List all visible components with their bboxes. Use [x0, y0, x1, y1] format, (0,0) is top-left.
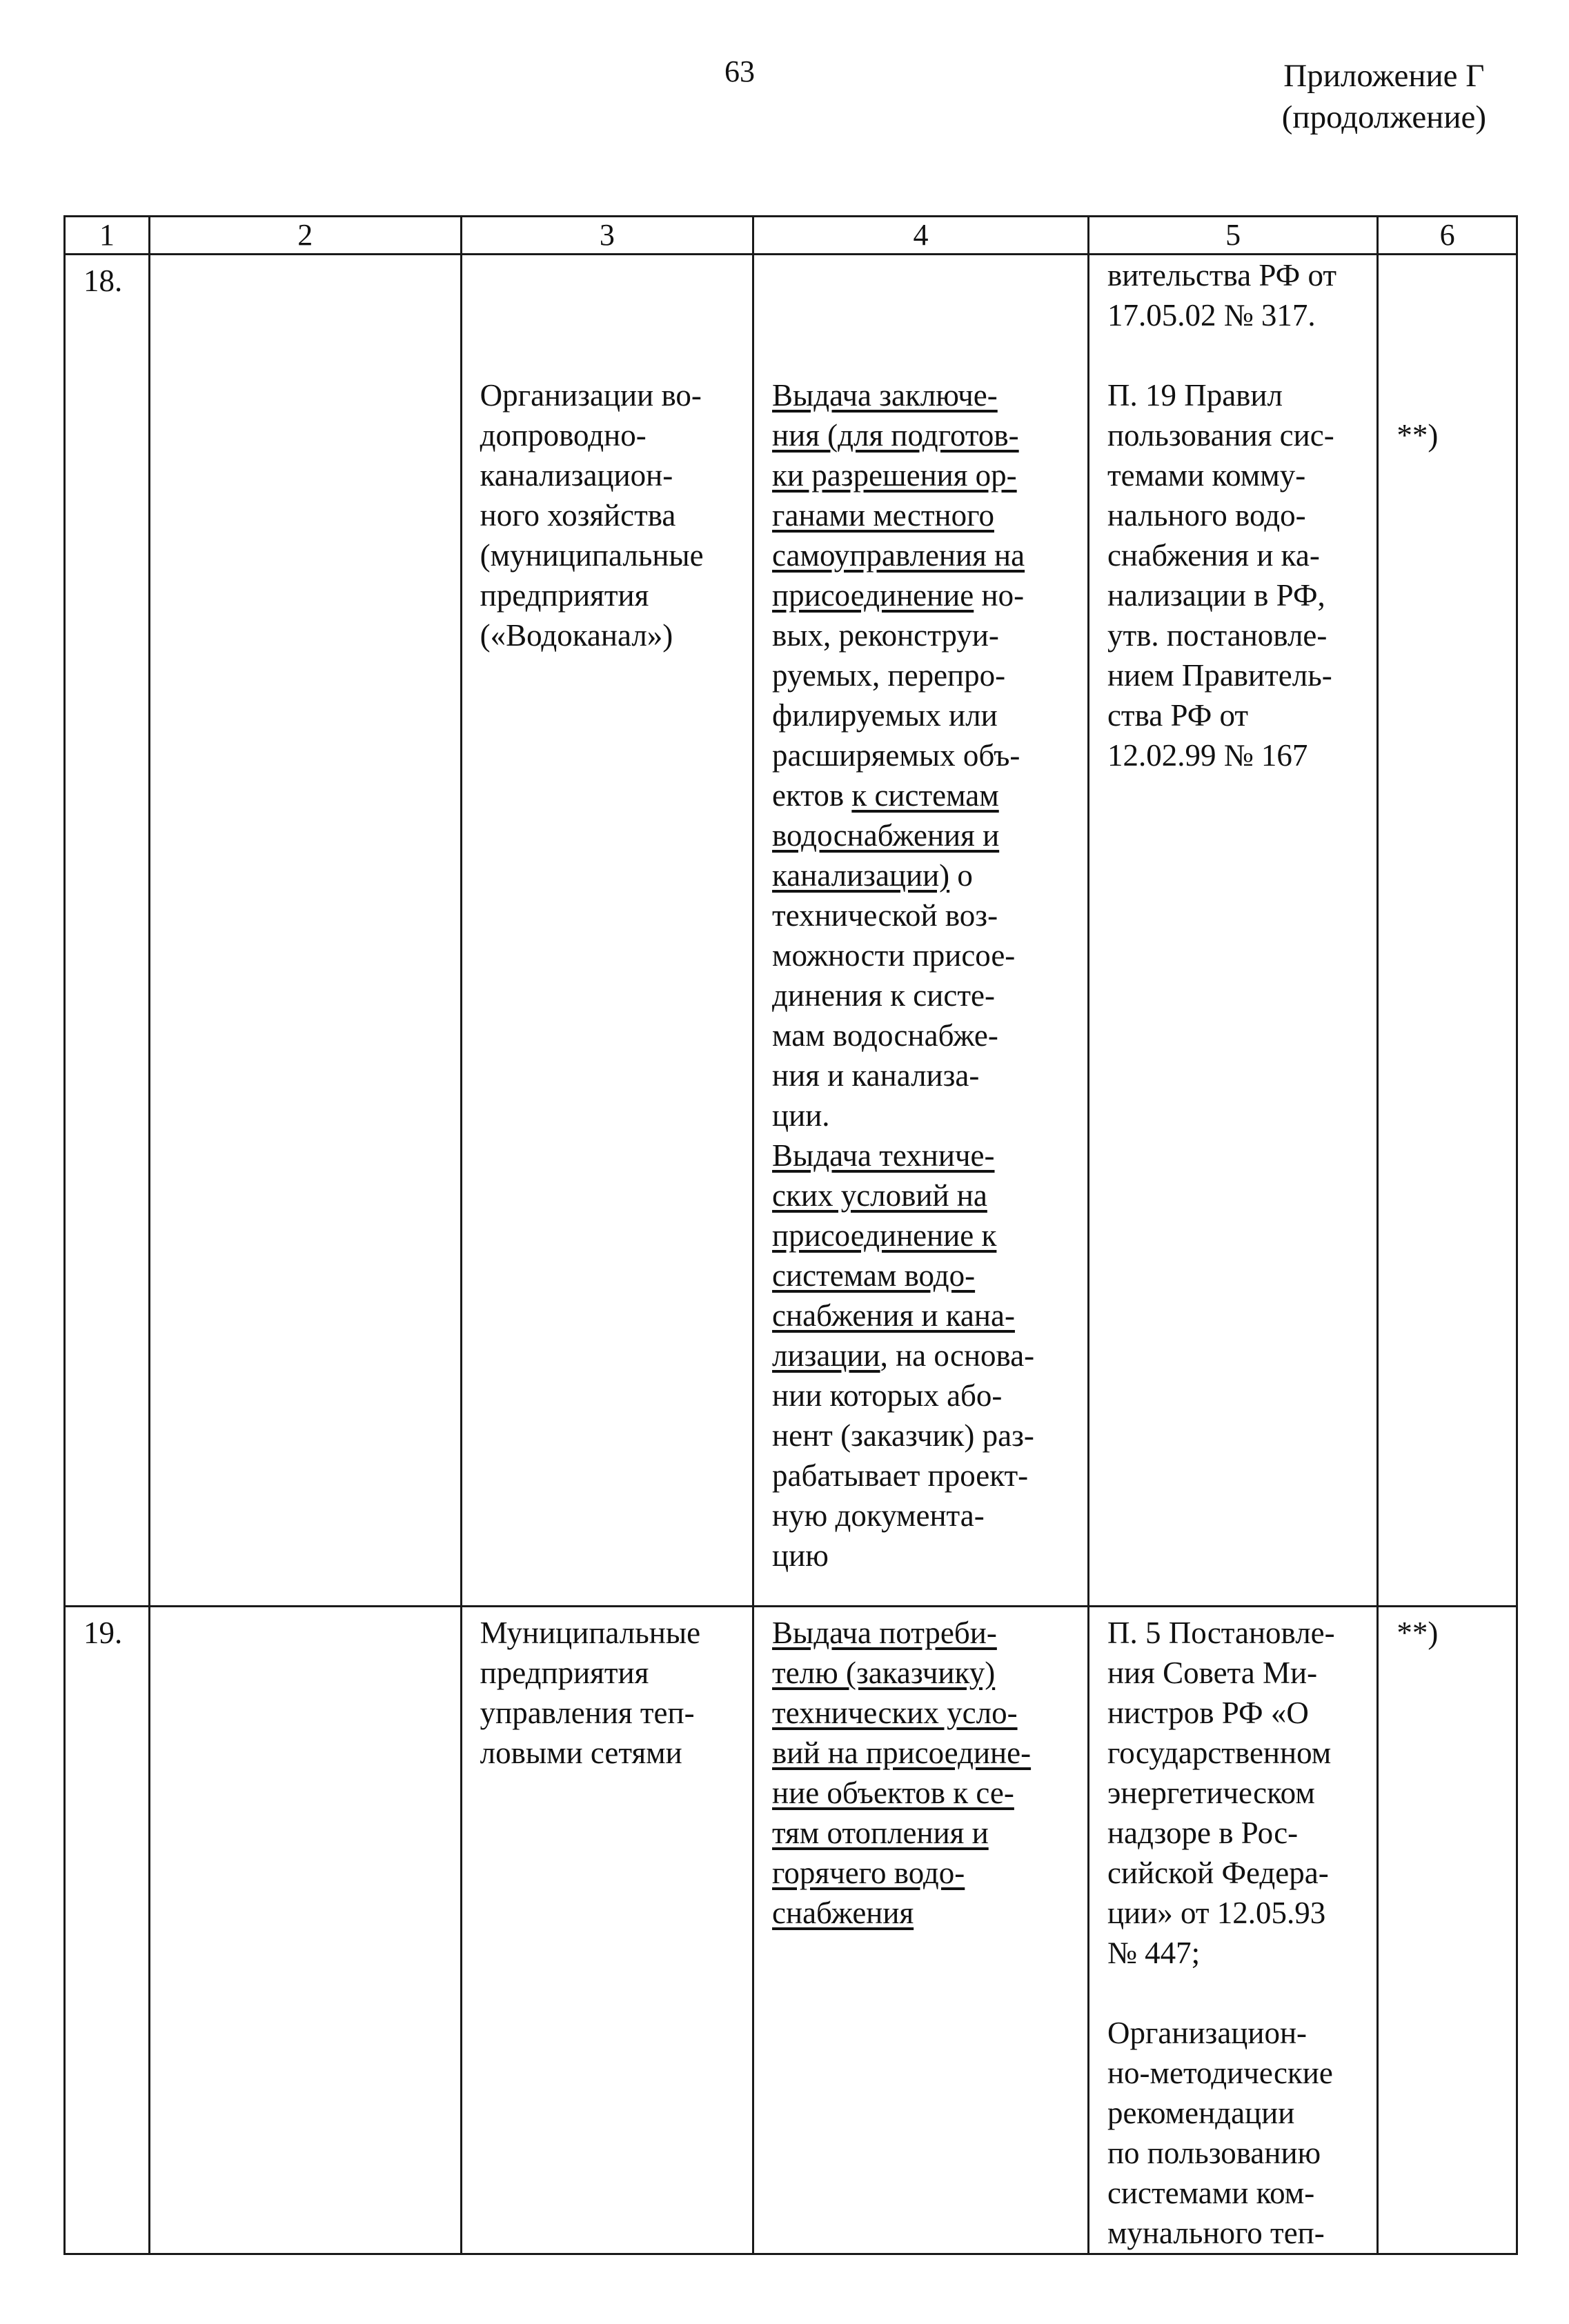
appendix-label [1282, 55, 1486, 138]
service-plain-2: о технической воз- можности присое- динения к систе- мам водоснабже- ния и канализа- ции. [772, 858, 1016, 1133]
cell-note [1378, 1607, 1517, 2254]
cell-legal-basis [1088, 1607, 1377, 2254]
appendix-continuation: (продолжение) [1281, 99, 1486, 135]
service-text-1 [754, 375, 1087, 1135]
legal-basis-text-1: П. 5 Постановле- ния Совета Ми- нистров РФ «О государственном энергетическом надзоре в Рос- сийской Федера- ции» от 12.05.93 № 447; [1107, 1616, 1335, 1970]
cell-organization [461, 255, 753, 1607]
regulations-table [63, 215, 1518, 2255]
legal-basis-text-2: Организацион- но-методические рекомендации по пользованию системами ком- мунального теп- [1107, 2016, 1333, 2250]
service-plain-3: , на основа- нии которых або- нент (заказчик) раз- рабатывает проект- ную документа- цию [772, 1338, 1035, 1573]
organization-text: Муниципальные предприятия управления теп- ловыми сетями [480, 1616, 701, 1770]
table-row [65, 255, 1517, 1607]
service-underlined: Выдача потреби- телю (заказчику) технических усло- вий на присоедине- ние объектов к се- тям отопления и горячего водо- снабжения [772, 1616, 1032, 1930]
column-number-row [65, 217, 1517, 255]
cell-service [753, 255, 1089, 1607]
service-text-2 [754, 1135, 1087, 1576]
column-number: 4 [753, 217, 1089, 255]
legal-basis-text-2: П. 19 Правил пользования сис- темами комму- нального водо- снабжения и ка- нализации в РФ, утв. постановле- нием Правитель- ства РФ от 12.02.99 № 167 [1107, 378, 1334, 773]
column-number: 3 [461, 217, 753, 255]
service-text [754, 1607, 1087, 1933]
column-number: 5 [1088, 217, 1377, 255]
column-number: 2 [149, 217, 461, 255]
service-plain-1: но- вых, реконструи- руемых, перепро- филируемых или расширяемых объ- ектов [772, 578, 1025, 813]
column-number: 1 [65, 217, 150, 255]
cell-organization [461, 1607, 753, 2254]
cell-col2 [149, 1607, 461, 2254]
cell-service [753, 1607, 1089, 2254]
note-mark: **) [1397, 1616, 1439, 1650]
service-underlined-2: к системам водоснабжения и канализации) [772, 778, 1000, 893]
row-number: 18. [65, 255, 150, 1607]
service-underlined-3: Выдача техниче- ских условий на присоединение к системам водо- снабжения и кана- лизации [772, 1138, 1015, 1373]
appendix-title: Приложение Г [1283, 58, 1485, 94]
column-number: 6 [1378, 217, 1517, 255]
note-mark: **) [1397, 418, 1439, 453]
service-underlined-1: Выдача заключе- ния (для подготов- ки разрешения ор- ганами местного самоуправления на присоединение [772, 378, 1025, 613]
table-row [65, 1607, 1517, 2254]
legal-basis-text-1: вительства РФ от 17.05.02 № 317. [1107, 258, 1337, 332]
cell-col2 [149, 255, 461, 1607]
page-number: 63 [724, 54, 755, 88]
cell-note [1378, 255, 1517, 1607]
organization-text: Организации во- допроводно- канализацион- ного хозяйства (муниципальные предприятия («Водоканал») [480, 378, 704, 653]
cell-legal-basis [1088, 255, 1377, 1607]
row-number: 19. [65, 1607, 150, 2254]
